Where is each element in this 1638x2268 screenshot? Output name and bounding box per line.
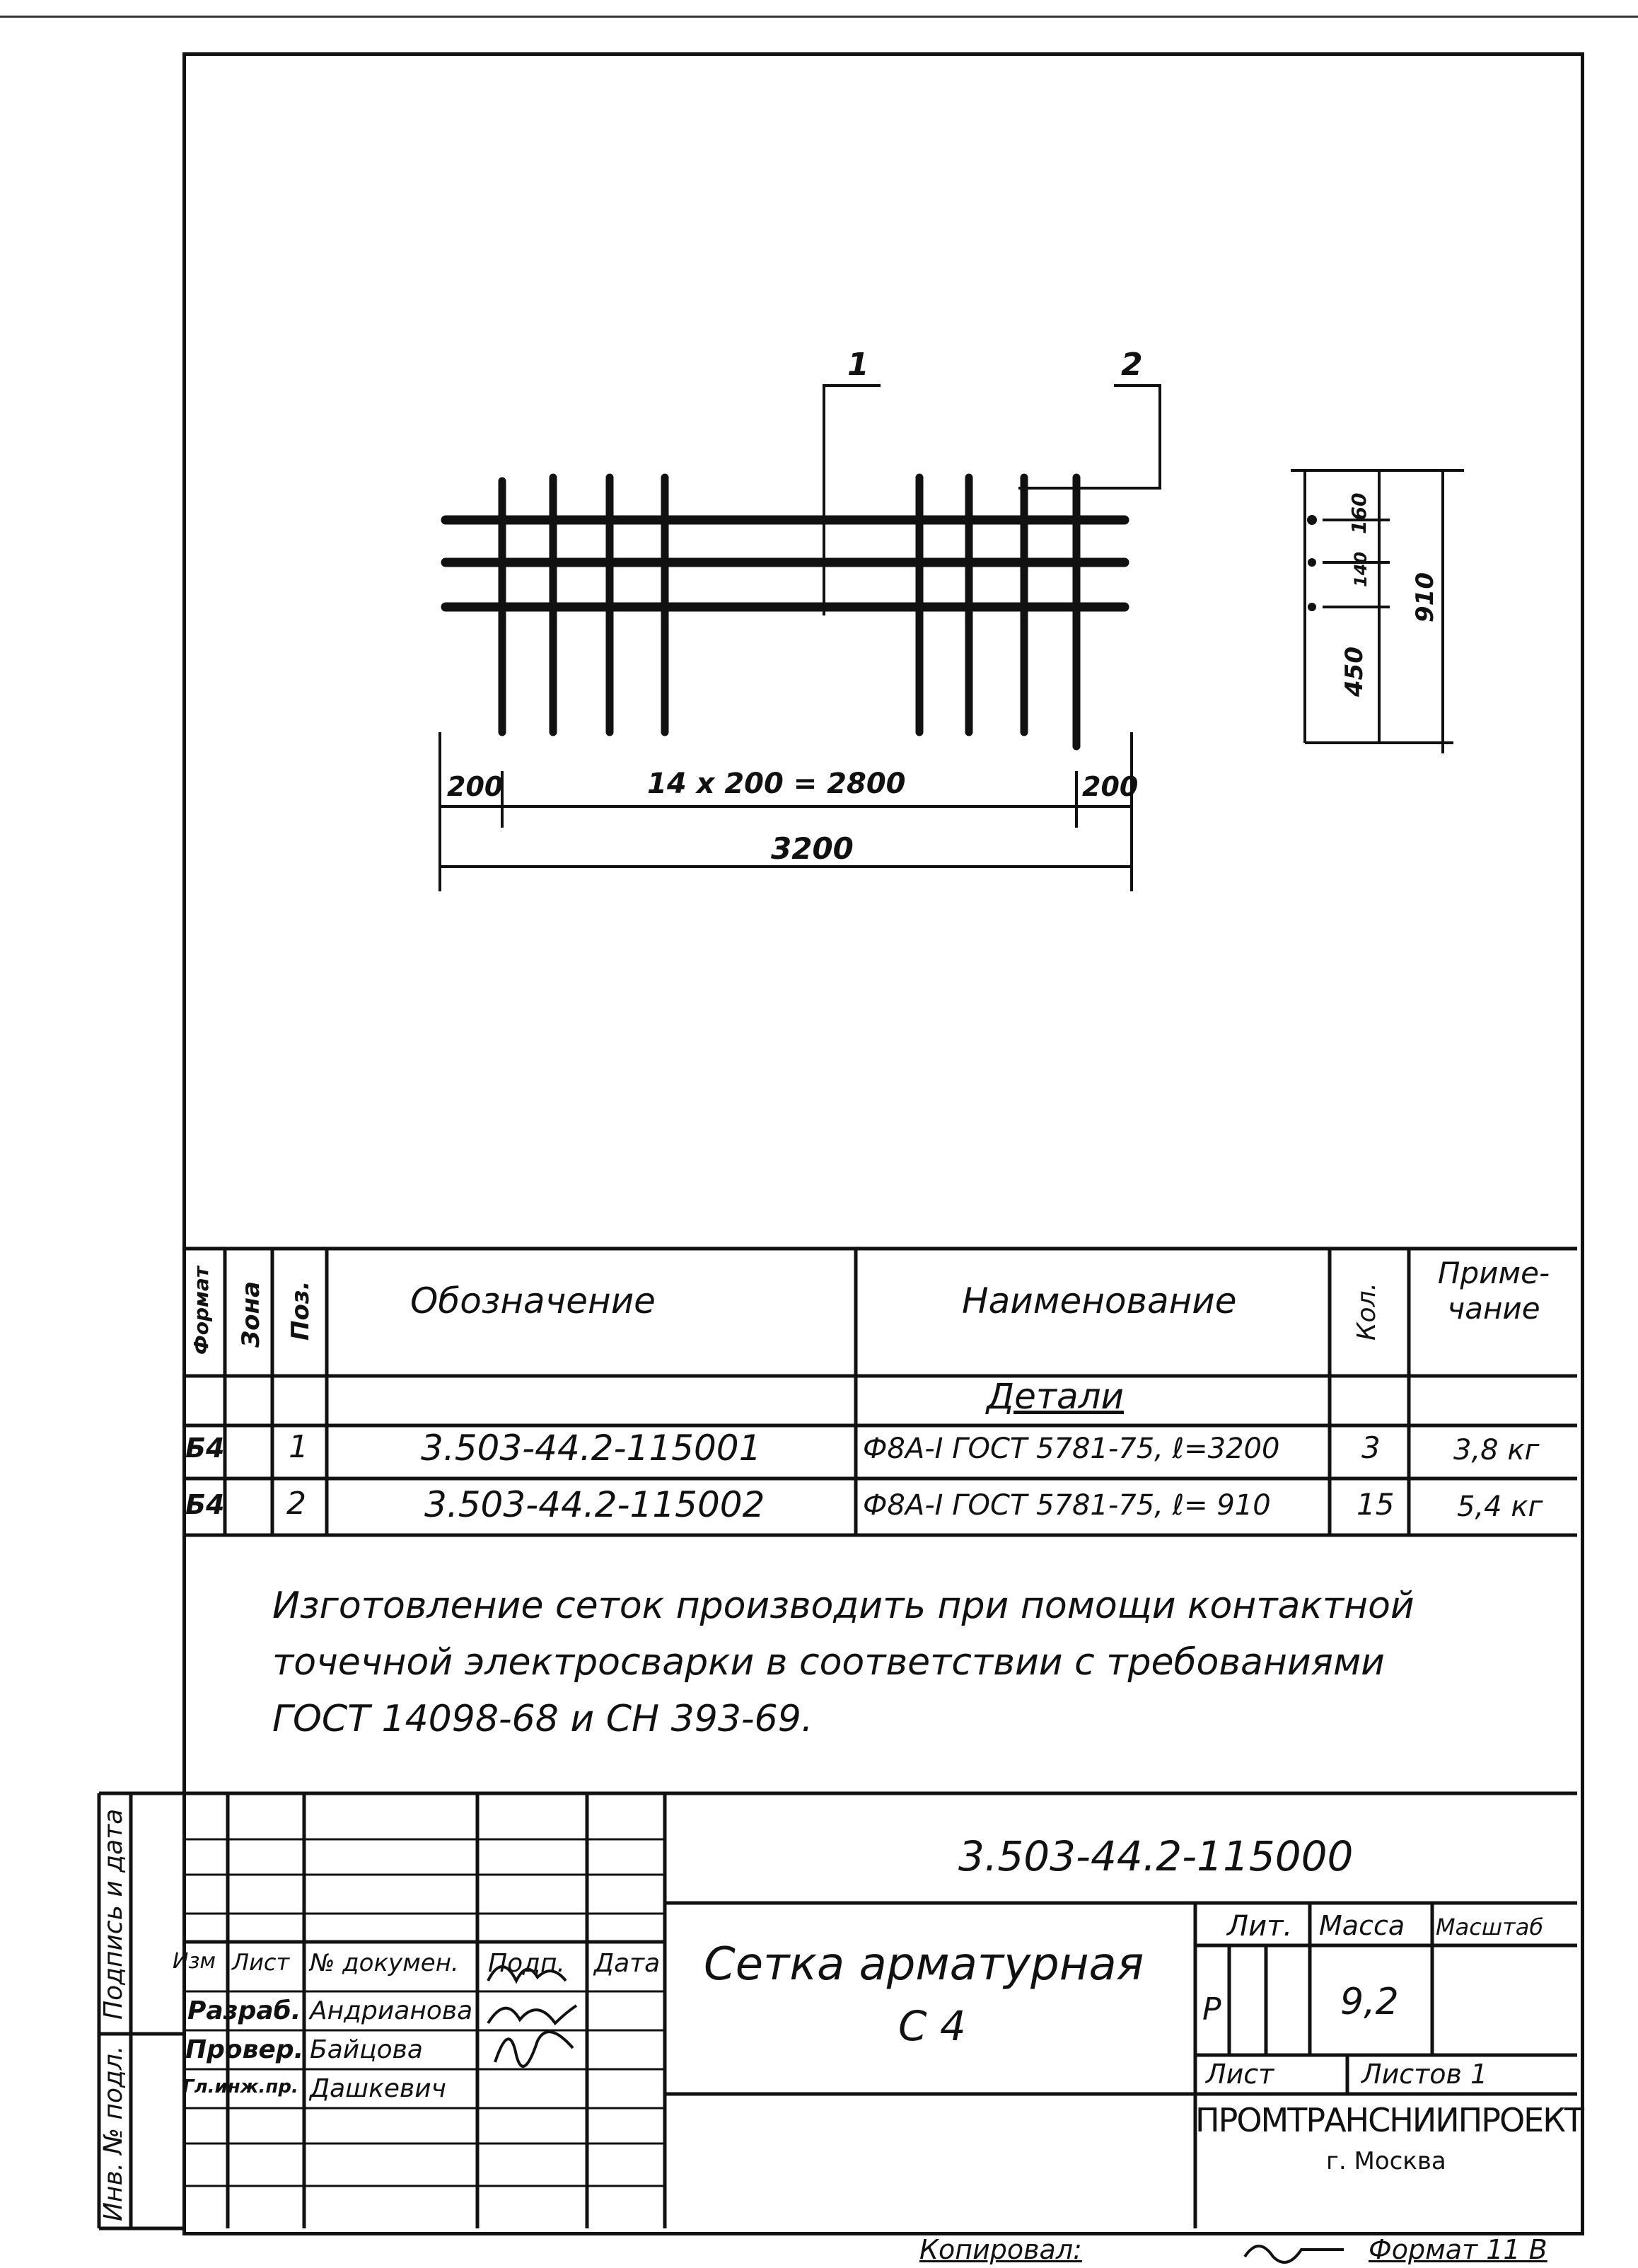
lit-value: Р <box>1202 1991 1221 2027</box>
col-izm: Изм <box>173 1949 216 1974</box>
col-name-header: Наименование <box>962 1280 1237 1321</box>
table-row-1-pos: 1 <box>289 1429 308 1465</box>
callout-2-label: 2 <box>1121 347 1143 383</box>
side-label-inv-no: Инв. № подл. <box>99 2045 128 2221</box>
name-check: Байцова <box>310 2035 423 2064</box>
col-note-header: Приме-чание <box>1437 1256 1550 1326</box>
title-line-2: С 4 <box>898 2002 966 2050</box>
signature-check <box>488 2006 576 2023</box>
dim-left: 200 <box>447 771 504 802</box>
table-row-2-qty: 15 <box>1357 1487 1395 1522</box>
dim-mid: 14 x 200 = 2800 <box>647 768 906 800</box>
note-line-1: Изготовление сеток производить при помощи контактной <box>272 1585 1415 1627</box>
signature-chief <box>495 2032 573 2066</box>
col-list: Лист <box>232 1949 290 1976</box>
table-row-2-pos: 2 <box>286 1486 306 1522</box>
col-pos-header: Поз. <box>286 1280 315 1341</box>
note-line-2: точечной электросварки в соответствии с требованиями <box>272 1641 1385 1684</box>
role-check: Провер. <box>185 2035 304 2064</box>
section-dim-450: 450 <box>1340 647 1369 697</box>
sheets-label: Листов 1 <box>1361 2059 1488 2090</box>
org-city: г. Москва <box>1326 2147 1446 2175</box>
section-dim-910: 910 <box>1411 572 1439 623</box>
side-label-sign-date: Подпись и дата <box>99 1808 128 2020</box>
role-dev: Разраб. <box>187 1996 301 2025</box>
lit-label: Лит. <box>1227 1910 1293 1943</box>
footer-copied: Копировал: <box>919 2234 1082 2265</box>
note-line-3: ГОСТ 14098-68 и СН 393-69. <box>272 1698 813 1740</box>
scale-label: Масштаб <box>1436 1914 1544 1940</box>
org-name: ПРОМТРАНСНИИПРОЕКТ <box>1195 2101 1584 2139</box>
sheet-label: Лист <box>1206 2059 1274 2090</box>
col-sign: Подп. <box>488 1949 565 1978</box>
section-dim-160: 160 <box>1347 492 1371 534</box>
spec-section-title: Детали <box>987 1376 1125 1417</box>
col-qty-header: Кол. <box>1352 1282 1381 1341</box>
table-row-1-name: Ф8A-I ГОСТ 5781-75, ℓ=3200 <box>863 1433 1280 1465</box>
role-chief: Гл.инж.пр. <box>182 2076 298 2098</box>
signature-copy <box>1245 2246 1344 2262</box>
table-row-2-designation: 3.503-44.2-115002 <box>424 1484 765 1525</box>
col-format-header: Формат <box>190 1266 213 1355</box>
col-zone-header: Зона <box>237 1281 265 1348</box>
table-row-1-format: Б4 <box>185 1433 225 1464</box>
mass-value: 9,2 <box>1340 1981 1399 2023</box>
col-doc: № докумен. <box>310 1949 459 1977</box>
col-designation-header: Обозначение <box>410 1280 656 1321</box>
mass-label: Масса <box>1319 1910 1405 1941</box>
title-line-1: Сетка арматурная <box>704 1938 1144 1991</box>
col-date: Дата <box>594 1949 661 1978</box>
dim-total: 3200 <box>771 831 854 866</box>
table-row-1-designation: 3.503-44.2-115001 <box>421 1428 762 1469</box>
table-row-1-qty: 3 <box>1361 1430 1381 1465</box>
table-row-1-note: 3,8 кг <box>1453 1434 1540 1466</box>
name-dev: Андрианова <box>310 1996 473 2025</box>
table-row-2-name: Ф8A-I ГОСТ 5781-75, ℓ= 910 <box>863 1489 1271 1522</box>
callout-1-label: 1 <box>847 347 869 383</box>
table-row-2-format: Б4 <box>185 1489 225 1520</box>
doc-number: 3.503-44.2-115000 <box>958 1832 1354 1880</box>
table-row-2-note: 5,4 кг <box>1457 1491 1543 1523</box>
name-chief: Дашкевич <box>310 2074 446 2103</box>
dim-right: 200 <box>1082 771 1139 802</box>
footer-format: Формат 11 В <box>1369 2234 1547 2265</box>
section-dim-140: 140 <box>1351 551 1371 587</box>
